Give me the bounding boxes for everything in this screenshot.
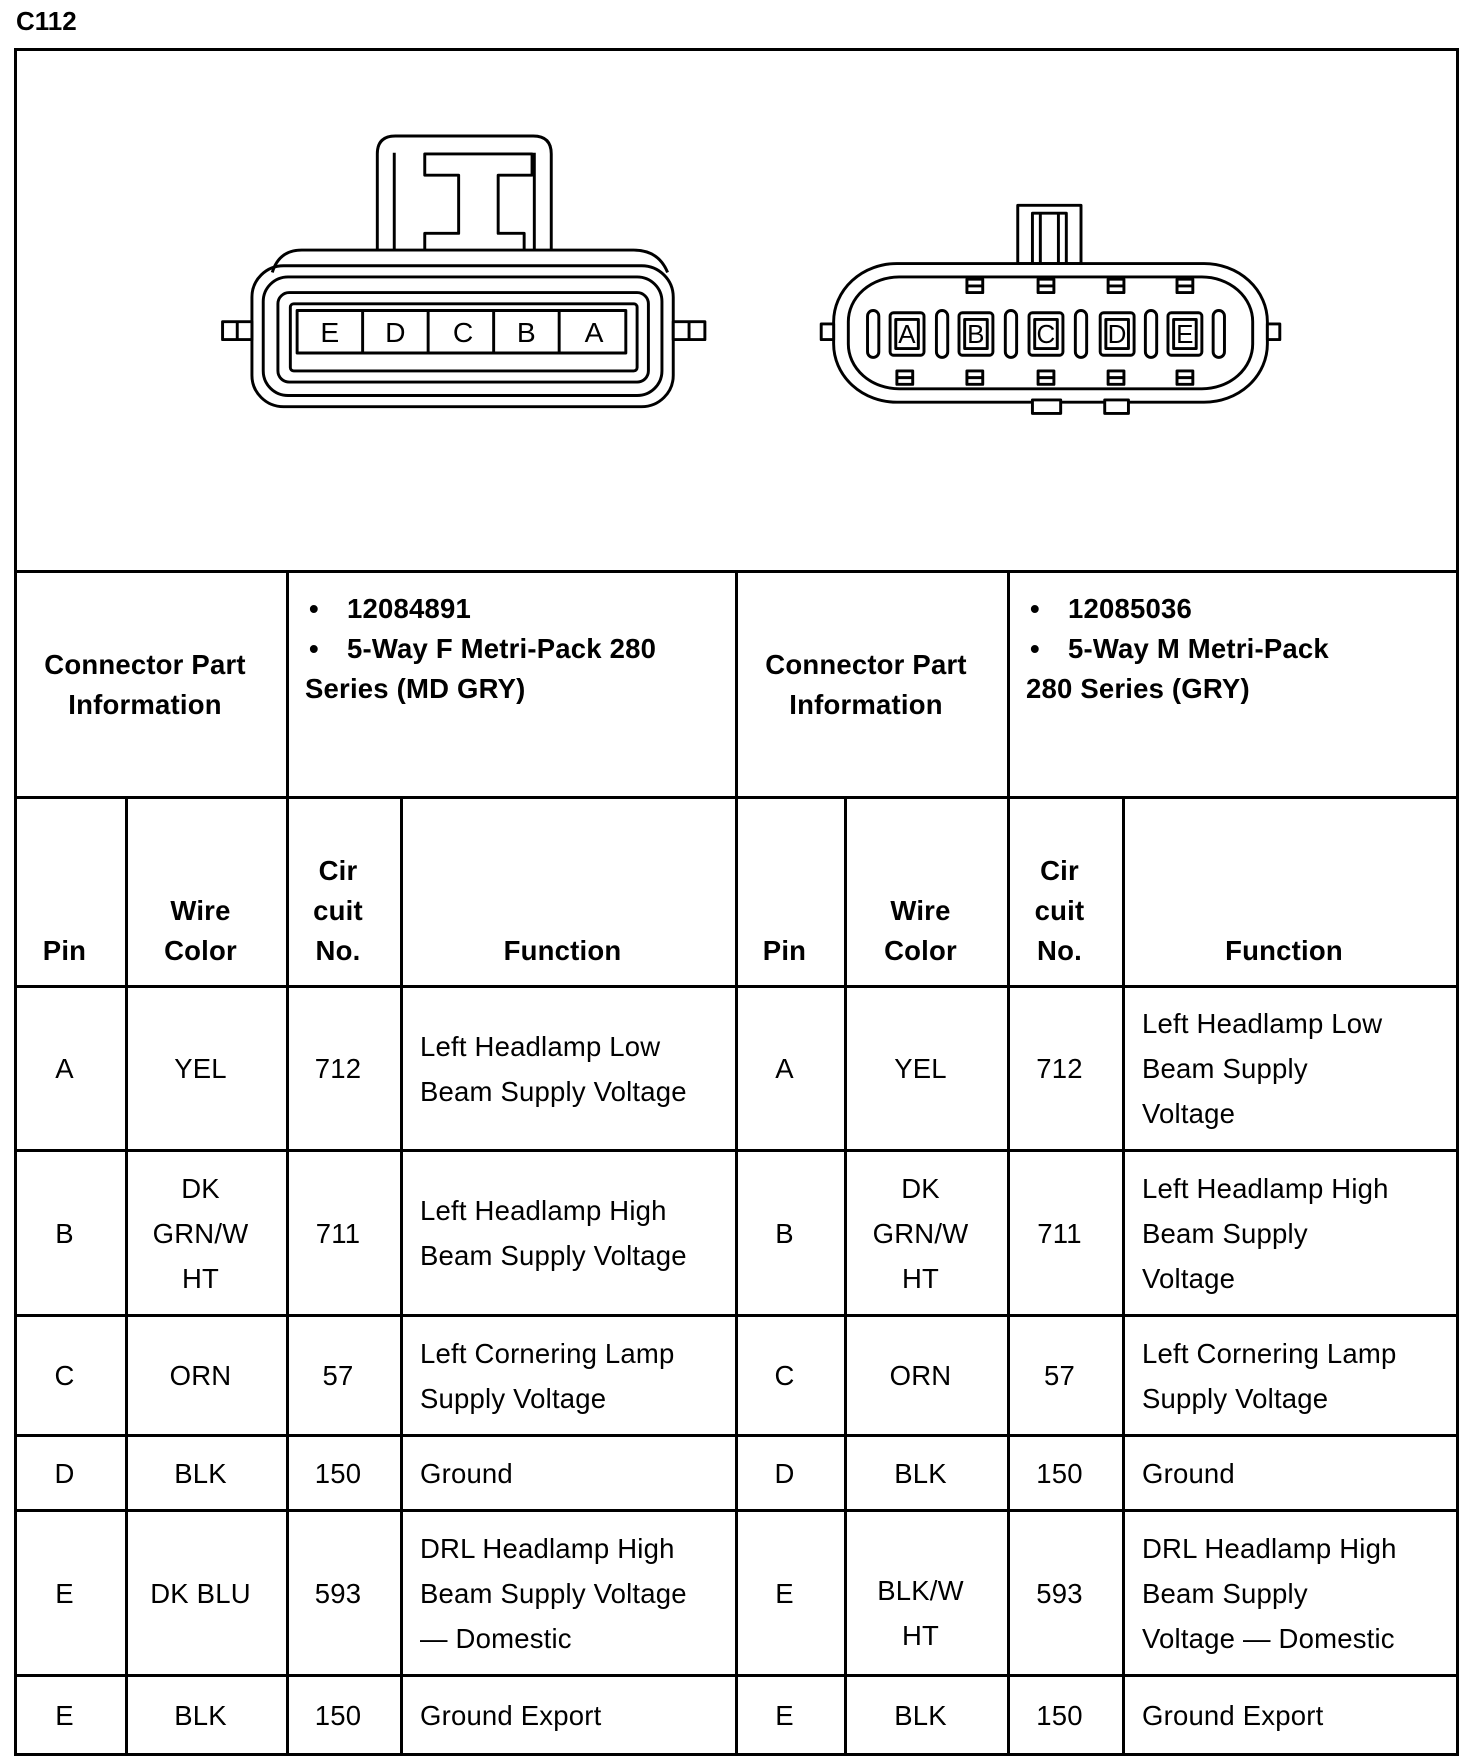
header-function: Function [1125,799,1459,988]
male-cavity-separator [1213,311,1224,358]
male-pin-label: B [967,321,985,349]
male-pin-label: E [1176,321,1194,349]
connector-description: 5-Way F Metri-Pack 280 Series (MD GRY) [305,633,657,704]
wire-color-cell: DK GRN/W HT [128,1152,289,1317]
function-cell: Left Headlamp Low Beam Supply Voltage [1125,988,1459,1152]
wire-color-cell: ORN [128,1317,289,1437]
female-pin-label: E [320,316,340,348]
header-function: Function [403,799,738,988]
connector-description-item [1026,629,1446,709]
pin-cell: E [17,1512,128,1677]
function-cell: Left Cornering Lamp Supply Voltage [1125,1317,1459,1437]
function-cell: DRL Headlamp High Beam Supply Voltage — Domestic [403,1512,738,1677]
pinout-table [14,48,1459,1756]
circuit-number-cell: 712 [289,988,403,1152]
header-wire-color: Wire Color [128,799,289,988]
male-cavity-separator [1145,311,1156,358]
circuit-number-cell: 150 [289,1677,403,1756]
male-cavity-separator [936,311,947,358]
function-cell: Left Headlamp High Beam Supply Voltage [1125,1152,1459,1317]
circuit-number-cell: 57 [289,1317,403,1437]
bullet: • [309,633,319,664]
pin-cell: C [17,1317,128,1437]
header-wire-color: Wire Color [847,799,1010,988]
bullet: • [1030,593,1040,624]
pin-cell: C [738,1317,847,1437]
wire-color-cell: BLK/W HT [847,1512,1010,1677]
function-cell: Ground Export [403,1677,738,1756]
function-cell: Left Headlamp Low Beam Supply Voltage [403,988,738,1152]
male-connector-drawing [821,205,1280,413]
pin-cell: A [17,988,128,1152]
wire-color-cell: BLK [128,1677,289,1756]
wire-color-cell: YEL [128,988,289,1152]
pin-cell: D [17,1437,128,1512]
circuit-number-cell: 711 [1010,1152,1125,1317]
connector-description: 5-Way M Metri-Pack 280 Series (GRY) [1026,633,1329,704]
function-cell: Left Cornering Lamp Supply Voltage [403,1317,738,1437]
part-number-item [305,589,725,629]
function-cell: DRL Headlamp High Beam Supply Voltage — Domestic [1125,1512,1459,1677]
male-pin-label: A [898,321,916,349]
bullet: • [309,593,319,624]
male-pin-labels [898,321,1193,349]
header-circuit-number: Cir cuit No. [289,799,403,988]
function-cell: Left Headlamp High Beam Supply Voltage [403,1152,738,1317]
connector-title: C112 [16,6,77,36]
wire-color-cell: ORN [847,1317,1010,1437]
wire-color-cell: BLK [847,1677,1010,1756]
connector-description-item [305,629,725,709]
wire-color-cell: DK GRN/W HT [847,1152,1010,1317]
pin-cell: A [738,988,847,1152]
connector-part-info-right [1010,573,1459,799]
part-number: 12084891 [347,593,471,624]
pin-cell: B [738,1152,847,1317]
female-pin-label: A [584,316,604,348]
female-latch [377,136,551,250]
female-pin-label: C [452,316,474,348]
wire-color-cell: BLK [847,1437,1010,1512]
connector-diagram [17,51,1456,570]
connector-part-info-left [289,573,738,799]
connector-part-info-label-right: Connector Part Information [738,573,1010,799]
female-connector-drawing [223,136,705,407]
connector-part-info-label-left: Connector Part Information [17,573,289,799]
header-pin: Pin [738,799,847,988]
male-bottom-tab [1105,400,1129,413]
female-pin-label: D [385,316,406,348]
pin-cell: E [738,1512,847,1677]
function-cell: Ground [1125,1437,1459,1512]
function-cell: Ground Export [1125,1677,1459,1756]
header-circuit-number: Cir cuit No. [1010,799,1125,988]
circuit-number-cell: 711 [289,1152,403,1317]
circuit-number-cell: 150 [1010,1437,1125,1512]
circuit-number-cell: 150 [1010,1677,1125,1756]
male-left-tab [821,324,833,340]
function-cell: Ground [403,1437,738,1512]
pin-cell: B [17,1152,128,1317]
part-number: 12085036 [1068,593,1192,624]
wire-color-cell: BLK [128,1437,289,1512]
circuit-number-cell: 712 [1010,988,1125,1152]
circuit-number-cell: 593 [1010,1512,1125,1677]
connector-diagram-cell [17,51,1459,573]
male-pin-label: D [1107,321,1127,349]
male-pin-label: C [1036,321,1056,349]
male-bottom-tab [1032,400,1060,413]
wire-color-cell: DK BLU [128,1512,289,1677]
part-number-item [1026,589,1446,629]
wire-color-cell: YEL [847,988,1010,1152]
circuit-number-cell: 593 [289,1512,403,1677]
male-right-tab [1267,324,1279,340]
circuit-number-cell: 150 [289,1437,403,1512]
circuit-number-cell: 57 [1010,1317,1125,1437]
bullet: • [1030,633,1040,664]
header-pin: Pin [17,799,128,988]
male-cavity-separator [1075,311,1086,358]
male-cavity-separator [868,311,879,358]
pin-cell: E [738,1677,847,1756]
pin-cell: D [738,1437,847,1512]
female-shell-top [272,250,667,272]
female-pin-label: B [516,316,536,348]
pin-cell: E [17,1677,128,1756]
male-cavity-separator [1005,311,1016,358]
